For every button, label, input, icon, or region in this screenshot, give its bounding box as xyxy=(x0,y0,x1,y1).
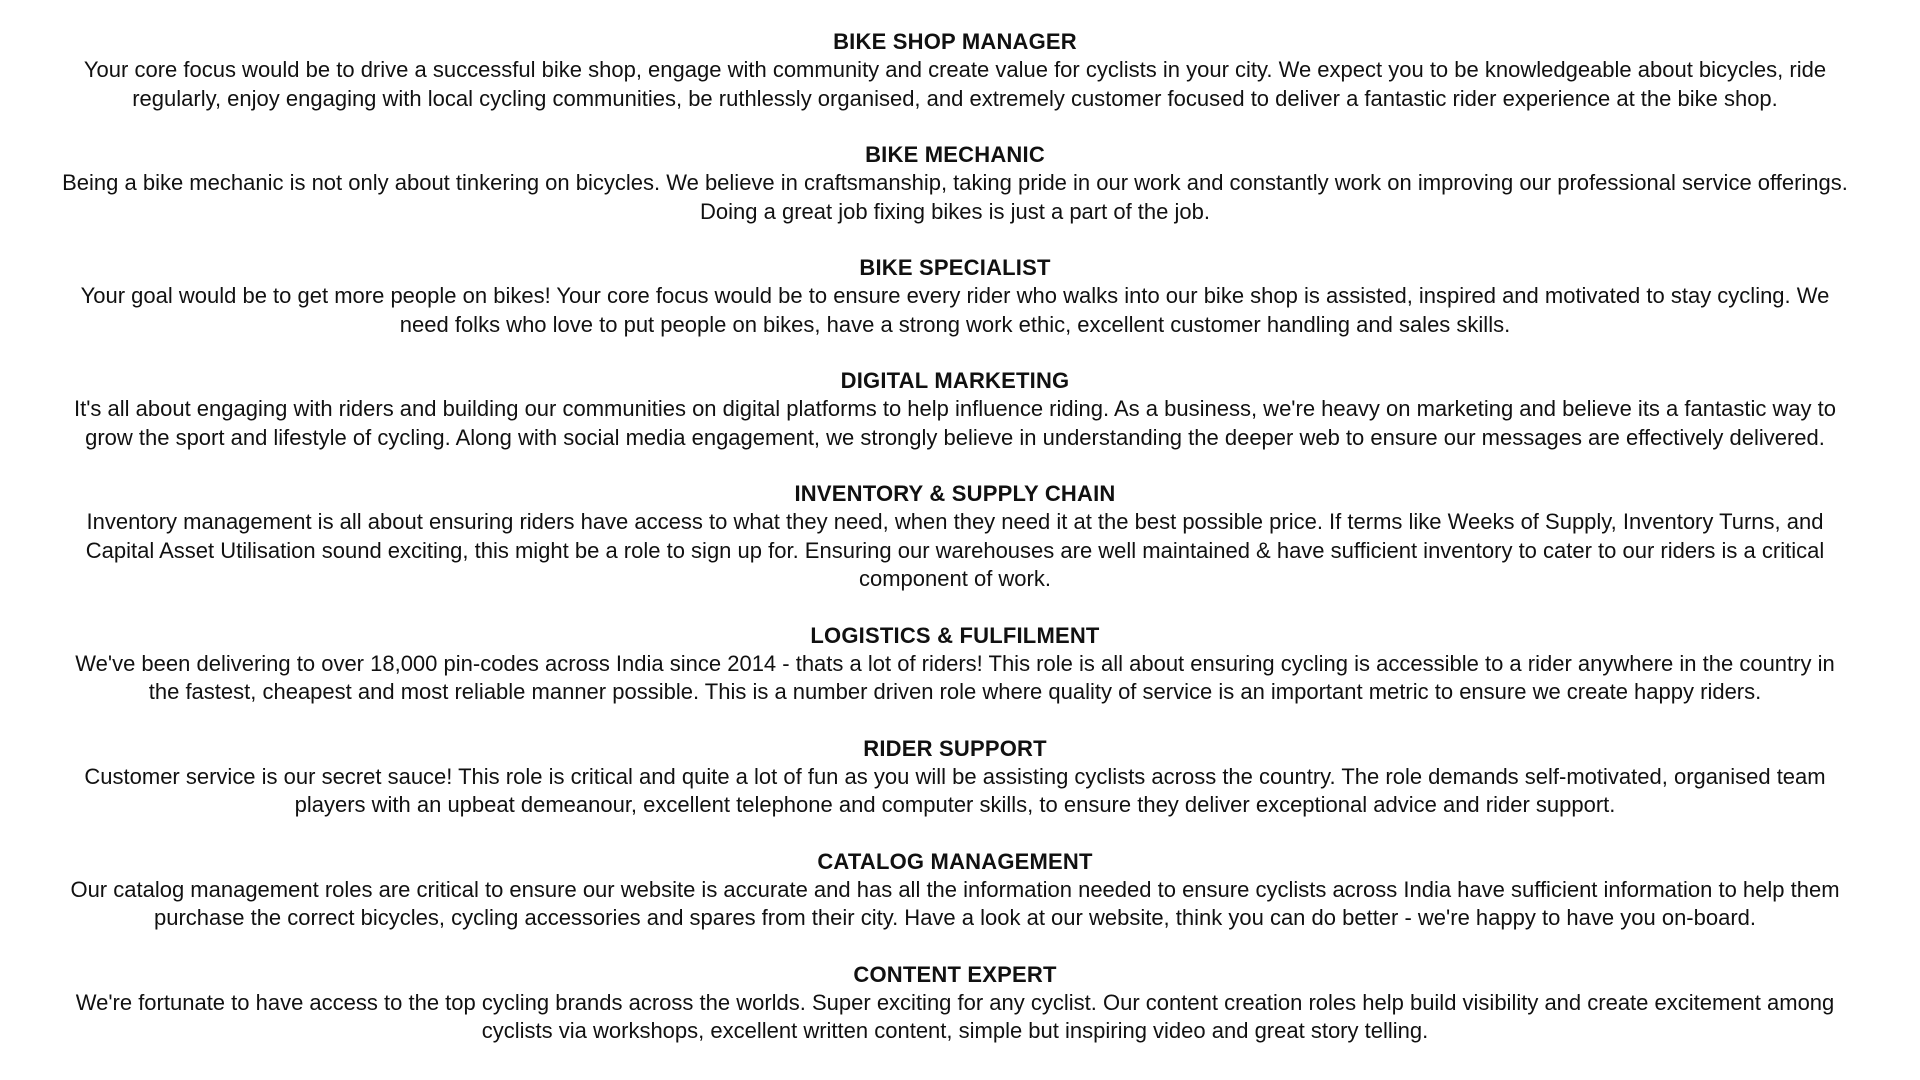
role-title: CONTENT EXPERT xyxy=(853,961,1057,987)
role-title: LOGISTICS & FULFILMENT xyxy=(810,622,1100,648)
role-title: BIKE MECHANIC xyxy=(865,142,1045,167)
role-description: Inventory management is all about ensuring riders have access to what they need, when they need it at the best possible price. If terms like Weeks of Supply, Inventory Turns, and Capital Asset Utilisation sound exciting, this might be a role to sign up for. Ensuring our warehouses are well maintained & have sufficient inventory to cater to our riders is a critical component of work. xyxy=(85,509,1825,591)
role-description: Your core focus would be to drive a successful bike shop, engage with community and create value for cyclists in your city. We expect you to be knowledgeable about bicycles, ride regularly, enjoy engaging with local cycling communities, be ruthlessly organised, and extremely customer focused to deliver a fantastic rider experience at the bike shop. xyxy=(83,57,1827,111)
role-digital-marketing xyxy=(60,367,1850,452)
role-catalog-management xyxy=(60,848,1850,933)
role-title: BIKE SPECIALIST xyxy=(859,255,1051,280)
role-title: CATALOG MANAGEMENT xyxy=(817,848,1093,874)
role-rider-support xyxy=(60,735,1850,820)
role-bike-mechanic xyxy=(60,141,1850,226)
role-content-expert xyxy=(60,961,1850,1046)
role-description: Your goal would be to get more people on bikes! Your core focus would be to ensure every rider who walks into our bike shop is assisted, inspired and motivated to stay cycling. We need folks who love to put people on bikes, have a strong work ethic, excellent customer handling and sales skills. xyxy=(80,283,1830,337)
role-bike-shop-manager xyxy=(60,28,1850,113)
role-inventory-supply-chain xyxy=(60,480,1850,594)
role-description: It's all about engaging with riders and building our communities on digital platforms to help influence riding. As a business, we're heavy on marketing and believe its a fantastic way to grow the sport and lifestyle of cycling. Along with social media engagement, we strongly believe in understanding the deeper web to ensure our messages are effectively delivered. xyxy=(73,396,1837,450)
role-title: DIGITAL MARKETING xyxy=(840,368,1070,393)
role-title: RIDER SUPPORT xyxy=(863,735,1047,761)
role-title: BIKE SHOP MANAGER xyxy=(833,29,1077,54)
roles-list xyxy=(60,28,1850,1074)
role-description: Customer service is our secret sauce! This role is critical and quite a lot of fun as you will be assisting cyclists across the country. The role demands self-motivated, organised team players with an upbeat demeanour, excellent telephone and computer skills, to ensure they deliver exceptional advice and rider support. xyxy=(84,763,1826,817)
role-description: Our catalog management roles are critical to ensure our website is accurate and has all the information needed to ensure cyclists across India have sufficient information to help them purchase the correct bicycles, cycling accessories and spares from their city. Have a look at our website, think you can do better - we're happy to have you on-board. xyxy=(70,876,1840,930)
role-description: We're fortunate to have access to the top cycling brands across the worlds. Super exciting for any cyclist. Our content creation roles help build visibility and create excitement among cyclists via workshops, excellent written content, simple but inspiring video and great story telling. xyxy=(75,989,1835,1043)
role-bike-specialist xyxy=(60,254,1850,339)
role-description: We've been delivering to over 18,000 pin-codes across India since 2014 - thats a lot of riders! This role is all about ensuring cycling is accessible to a rider anywhere in the country in the fastest, cheapest and most reliable manner possible. This is a number driven role where quality of service is an important metric to ensure we create happy riders. xyxy=(75,650,1835,704)
role-description: Being a bike mechanic is not only about tinkering on bicycles. We believe in craftsmanship, taking pride in our work and constantly work on improving our professional service offerings. Doing a great job fixing bikes is just a part of the job. xyxy=(62,170,1848,224)
role-title: INVENTORY & SUPPLY CHAIN xyxy=(794,481,1116,506)
role-logistics-fulfilment xyxy=(60,622,1850,707)
